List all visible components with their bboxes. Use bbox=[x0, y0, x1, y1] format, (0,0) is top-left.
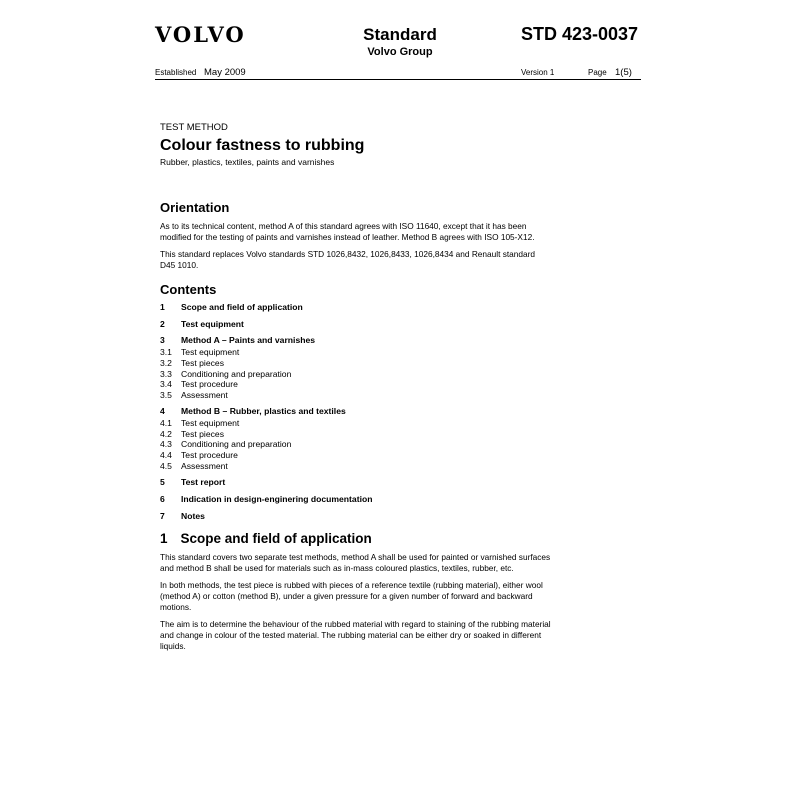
section-1-heading: 1 Scope and field of application bbox=[160, 531, 372, 546]
established-date: May 2009 bbox=[204, 67, 246, 78]
orientation-paragraph-1: As to its technical content, method A of this standard agrees with ISO 11640, except that it has been modified for the testing of paints and varnishes instead of leather. Method B agrees with ISO 105-X12. bbox=[160, 221, 535, 242]
contents-heading: Contents bbox=[160, 282, 217, 297]
document-type: Standard bbox=[363, 25, 437, 44]
orientation-heading: Orientation bbox=[160, 200, 230, 215]
page-number: 1(5) bbox=[615, 67, 632, 78]
orientation-paragraph-2: This standard replaces Volvo standards STD 1026,8432, 1026,8433, 1026,8434 and Renault standard D45 1010. bbox=[160, 249, 536, 270]
section-1-paragraph-3: The aim is to determine the behaviour of the rubbed material with regard to staining of the rubbing material and change in colour of the tested material. The rubbing material can be either dry or soaked in different liquids. bbox=[160, 619, 551, 651]
section-1-paragraph-1: This standard covers two separate test methods, method A shall be used for painted or varnished surfaces and method B shall be used for materials such as in-mass coloured plastics, textiles, rubber, etc. bbox=[160, 552, 551, 573]
volvo-logo: VOLVO bbox=[155, 22, 246, 47]
section-1-paragraph-2: In both methods, the test piece is rubbed with pieces of a reference textile (rubbing material), either wool (method A) or cotton (method B), under a given pressure for a given number of forward and backward motions. bbox=[160, 580, 543, 612]
version-label: Version 1 bbox=[521, 68, 555, 77]
standard-number: STD 423-0037 bbox=[521, 24, 639, 44]
document-subtitle: Rubber, plastics, textiles, paints and varnishes bbox=[160, 157, 335, 167]
document-title: Colour fastness to rubbing bbox=[160, 137, 365, 154]
document-page: VOLVO Standard Volvo Group STD 423-0037 Established May 2009 Version 1 Page 1(5) TEST METHOD Colour fastness to rubbing Rubber, plastics, textiles, paints and varnishes Orientation As to its technical content, method A of this standard agrees with ISO 11640, except that it has been modified for the testing of paints and varnishes instead of leather. Method B agrees with ISO 105-X12. This standard replaces Volvo standards STD 1026,8432, 1026,8433, 1026,8434 and Renault standard D45 1010. Contents 1 Scope and field of application 2 Test equipment 3 Method A – Paints and varnishes 3.1 Test equipment 3.2 Test pieces 3.3 Conditioning and preparation 3.4 Test procedure 3.5 Assessment 4 Method B – Rubber, plastics and textiles 4.1 Test equipment 4.2 Test pieces 4.3 Conditioning and preparation 4.4 Test procedure 4.5 Assessment 5 Test report 6 Indication in design-enginering documentation 7 Notes 1 Scope and field of application This standard covers two separate test methods, method A shall be used for painted or varnished surfaces and method B shall be used for materials such as in-mass coloured plastics, textiles, rubber, etc. In both methods, the test piece is rubbed with pieces of a reference textile (rubbing material), either wool (method A) or cotton (method B), under a given pressure for a given number of forward and backward motions. The aim is to determine the behaviour of the rubbed material with regard to staining of the rubbing material and change in colour of the tested material. The rubbing material can be either dry or soaked in different liquids. bbox=[0, 0, 800, 800]
header-divider bbox=[155, 79, 641, 80]
established-label: Established bbox=[155, 68, 197, 77]
category-label: TEST METHOD bbox=[160, 122, 228, 133]
page-label: Page bbox=[588, 68, 607, 77]
group-name: Volvo Group bbox=[367, 46, 433, 58]
